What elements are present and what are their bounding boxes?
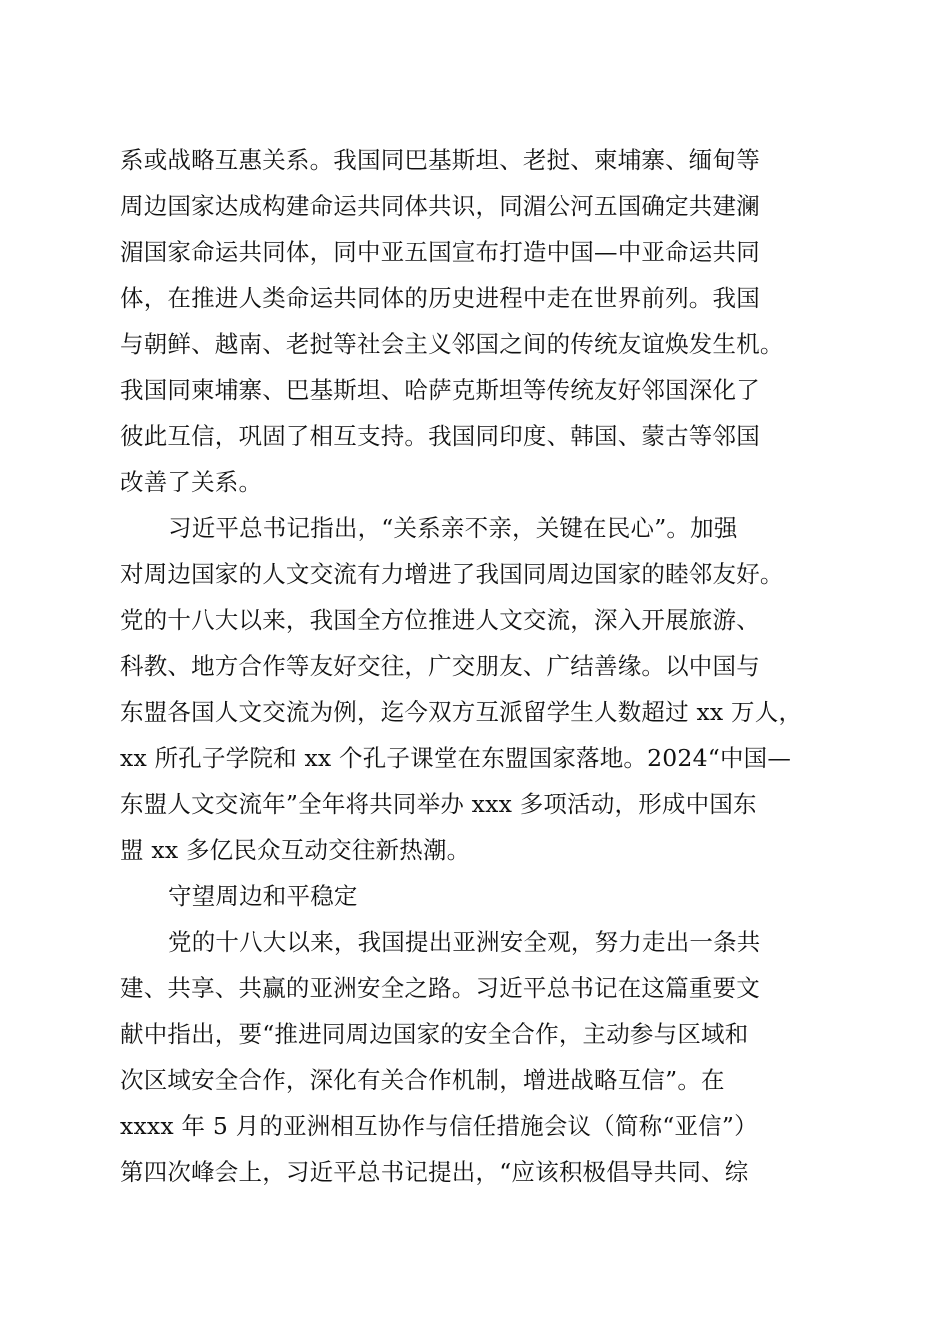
- text-line: 与朝鲜、越南、老挝等社会主义邻国之间的传统友谊焕发生机。: [120, 330, 784, 358]
- text-line: 党的十八大以来，我国全方位推进人文交流，深入开展旅游、: [120, 606, 760, 634]
- text-line: 改善了关系。: [120, 468, 263, 496]
- text-line: 东盟人文交流年”全年将共同举办 xxx 多项活动，形成中国东: [120, 790, 757, 818]
- text-line: 我国同柬埔寨、巴基斯坦、哈萨克斯坦等传统友好邻国深化了: [120, 376, 760, 404]
- text-line: 第四次峰会上，习近平总书记提出，“应该积极倡导共同、综: [120, 1158, 749, 1186]
- text-line: 东盟各国人文交流为例，迄今双方互派留学生人数超过 xx 万人，: [120, 698, 803, 726]
- text-line: 盟 xx 多亿民众互动交往新热潮。: [120, 836, 471, 864]
- text-line: 科教、地方合作等友好交往，广交朋友、广结善缘。以中国与: [120, 652, 760, 680]
- paragraph-first-line: 党的十八大以来，我国提出亚洲安全观，努力走出一条共: [168, 928, 761, 956]
- text-line: 体，在推进人类命运共同体的历史进程中走在世界前列。我国: [120, 284, 760, 312]
- section-heading: 守望周边和平稳定: [168, 882, 358, 910]
- text-line: xxxx 年 5 月的亚洲相互协作与信任措施会议（简称“亚信”）: [120, 1112, 758, 1140]
- text-line: 周边国家达成构建命运共同体共识，同湄公河五国确定共建澜: [120, 192, 760, 220]
- text-line: 彼此互信，巩固了相互支持。我国同印度、韩国、蒙古等邻国: [120, 422, 760, 450]
- text-line: 献中指出，要“推进同周边国家的安全合作，主动参与区域和: [120, 1020, 749, 1048]
- text-line: 系或战略互惠关系。我国同巴基斯坦、老挝、柬埔寨、缅甸等: [120, 146, 760, 174]
- text-line: 湄国家命运共同体，同中亚五国宣布打造中国—中亚命运共同: [120, 238, 760, 266]
- text-line: 建、共享、共赢的亚洲安全之路。习近平总书记在这篇重要文: [120, 974, 760, 1002]
- text-line: 次区域安全合作，深化有关合作机制，增进战略互信”。在: [120, 1066, 725, 1094]
- text-line: 对周边国家的人文交流有力增进了我国同周边国家的睦邻友好。: [120, 560, 784, 588]
- paragraph-first-line: 习近平总书记指出，“关系亲不亲，关键在民心”。加强: [168, 514, 738, 542]
- text-line: xx 所孔子学院和 xx 个孔子课堂在东盟国家落地。2024“中国—: [120, 744, 792, 772]
